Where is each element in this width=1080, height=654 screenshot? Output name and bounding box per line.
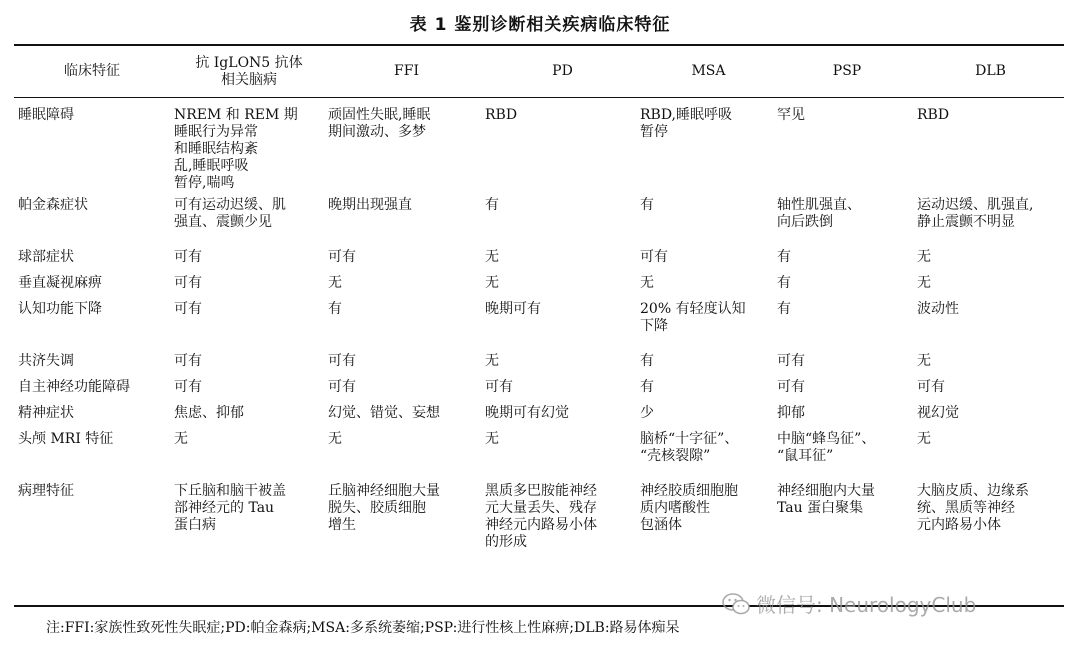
table-cell: 脑桥“十字征”、 “壳核裂隙” xyxy=(640,431,739,464)
table-cell: 无 xyxy=(174,431,188,447)
table-cell: 无 xyxy=(485,431,499,447)
table-cell: 无 xyxy=(917,353,931,369)
table-cell: 可有 xyxy=(174,353,202,369)
table-cell: 20% 有轻度认知 下降 xyxy=(640,301,746,334)
header-msa: MSA xyxy=(691,63,726,79)
header-iglon5: 抗 IgLON5 抗体 相关脑病 xyxy=(195,54,303,88)
row-label: 精神症状 xyxy=(18,405,74,421)
table-cell: 可有 xyxy=(777,353,805,369)
row-label: 垂直凝视麻痹 xyxy=(18,275,102,291)
table-row xyxy=(14,379,1064,405)
table-cell: 晚期可有幻觉 xyxy=(485,405,569,421)
table-cell: 神经胶质细胞胞 质内嗜酸性 包涵体 xyxy=(640,483,738,533)
table-cell: 晚期出现强直 xyxy=(328,197,412,213)
row-label: 共济失调 xyxy=(18,353,74,369)
table-cell: 下丘脑和脑干被盖 部神经元的 Tau 蛋白病 xyxy=(174,483,286,533)
header-pd: PD xyxy=(552,63,573,79)
table-cell: 无 xyxy=(328,275,342,291)
header-clinical-feature: 临床特征 xyxy=(64,63,120,79)
table-cell: 幻觉、错觉、妄想 xyxy=(328,405,440,421)
table-cell: NREM 和 REM 期 睡眠行为异常 和睡眠结构紊 乱,睡眠呼吸 暂停,喘鸣 xyxy=(174,107,298,191)
table-cell: 可有 xyxy=(174,275,202,291)
table-cell: 无 xyxy=(917,275,931,291)
table-cell: 罕见 xyxy=(777,107,805,123)
table-cell: 神经细胞内大量 Tau 蛋白聚集 xyxy=(777,483,875,516)
table-cell: 有 xyxy=(640,197,654,213)
table-row xyxy=(14,353,1064,379)
table-cell: 有 xyxy=(777,301,791,317)
table-cell: 可有 xyxy=(777,379,805,395)
table-cell: 晚期可有 xyxy=(485,301,541,317)
table-cell: 可有 xyxy=(328,249,356,265)
table-cell: 无 xyxy=(917,431,931,447)
differential-diagnosis-table xyxy=(14,46,1064,583)
table-cell: 顽固性失眠,睡眠 期间激动、多梦 xyxy=(328,107,431,140)
table-cell: 可有 xyxy=(640,249,668,265)
table-cell: 无 xyxy=(917,249,931,265)
table-cell: RBD,睡眠呼吸 暂停 xyxy=(640,107,733,140)
row-label: 球部症状 xyxy=(18,249,74,265)
header-psp: PSP xyxy=(832,63,862,79)
table-cell: 焦虑、抑郁 xyxy=(174,405,244,421)
table-row xyxy=(14,431,1064,483)
table-cell: 少 xyxy=(640,405,654,421)
table-cell: 可有 xyxy=(485,379,513,395)
table-cell: 无 xyxy=(485,249,499,265)
table-cell: 运动迟缓、肌强直, 静止震颤不明显 xyxy=(917,197,1034,230)
table-cell: 轴性肌强直、 向后跌倒 xyxy=(777,197,861,230)
row-label: 认知功能下降 xyxy=(18,301,102,317)
table-cell: 可有 xyxy=(917,379,945,395)
table-cell: 可有 xyxy=(328,353,356,369)
table-cell: 无 xyxy=(328,431,342,447)
row-label: 病理特征 xyxy=(18,483,74,499)
table-cell: 无 xyxy=(485,353,499,369)
header-row xyxy=(14,46,1064,97)
table-cell: 无 xyxy=(485,275,499,291)
table-row xyxy=(14,97,1064,197)
table-row xyxy=(14,275,1064,301)
header-dlb: DLB xyxy=(975,63,1006,79)
table-row xyxy=(14,249,1064,275)
table-cell: 大脑皮质、边缘系 统、黑质等神经 元内路易小体 xyxy=(917,483,1029,533)
table-cell: 可有 xyxy=(174,379,202,395)
table-cell: 有 xyxy=(777,275,791,291)
table-cell: 无 xyxy=(640,275,654,291)
table-cell: 有 xyxy=(485,197,499,213)
table-cell: 可有 xyxy=(174,301,202,317)
table-cell: 有 xyxy=(640,353,654,369)
table-row xyxy=(14,483,1064,583)
header-ffi: FFI xyxy=(394,63,419,79)
table-title: 表 1 鉴别诊断相关疾病临床特征 xyxy=(409,15,671,35)
row-label: 帕金森症状 xyxy=(18,197,88,213)
row-label: 头颅 MRI 特征 xyxy=(18,431,114,447)
table-cell: 可有 xyxy=(174,249,202,265)
table-cell: 抑郁 xyxy=(777,405,805,421)
table-cell: 黑质多巴胺能神经 元大量丢失、残存 神经元内路易小体 的形成 xyxy=(485,483,597,550)
watermark-text: 微信号: NeurologyClub xyxy=(756,593,977,617)
table-row xyxy=(14,405,1064,431)
row-label: 自主神经功能障碍 xyxy=(18,379,130,395)
table-cell: 有 xyxy=(640,379,654,395)
wechat-icon xyxy=(722,593,750,615)
watermark xyxy=(722,589,976,618)
table-cell: 有 xyxy=(328,301,342,317)
table-row xyxy=(14,197,1064,249)
table-row xyxy=(14,301,1064,353)
row-label: 睡眠障碍 xyxy=(18,107,74,123)
table-cell: 有 xyxy=(777,249,791,265)
table-cell: 可有运动迟缓、肌 强直、震颤少见 xyxy=(174,197,286,230)
table-cell: 可有 xyxy=(328,379,356,395)
table-cell: RBD xyxy=(917,107,950,123)
footnote: 注:FFI:家族性致死性失眠症;PD:帕金森病;MSA:多系统萎缩;PSP:进行性核上性麻痹;DLB:路易体痴呆 xyxy=(46,620,680,636)
table-cell: RBD xyxy=(485,107,518,123)
table-cell: 中脑“蜂鸟征”、 “鼠耳征” xyxy=(777,431,876,464)
table-cell: 丘脑神经细胞大量 脱失、胶质细胞 增生 xyxy=(328,483,440,533)
table-cell: 波动性 xyxy=(917,301,959,317)
table-cell: 视幻觉 xyxy=(917,405,959,421)
